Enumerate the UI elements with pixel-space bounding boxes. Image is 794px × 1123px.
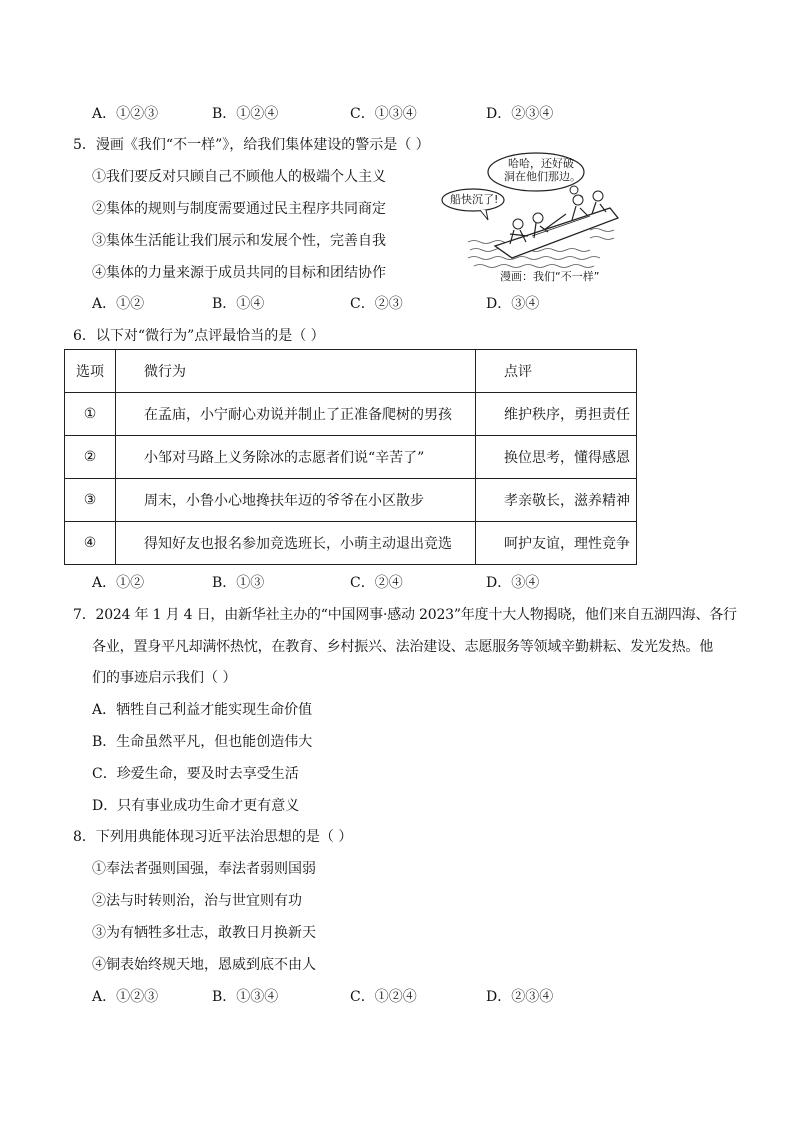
q8-option-c[interactable]: C．①②④ [350, 989, 417, 1005]
table-cell-behavior: 周末，小鲁小心地搀扶年迈的爷爷在小区散步 [116, 479, 476, 522]
q8-item-4: ④铜表始终规天地，恩威到底不由人 [92, 957, 316, 973]
table-header-behavior: 微行为 [116, 350, 476, 393]
table-cell-comment: 孝亲敬长，滋养精神 [476, 479, 637, 522]
q5-item-4: ④集体的力量来源于成员共同的目标和团结协作 [92, 265, 386, 281]
q5-stem: 5．漫画《我们“不一样”》，给我们集体建设的警示是（ ） [73, 137, 430, 153]
table-row [65, 522, 637, 565]
q6-option-a[interactable]: A．①② [92, 575, 145, 591]
q8-item-3: ③为有牺牲多壮志，敢教日月换新天 [92, 925, 316, 941]
bubble-right-line1: 哈哈，还好破 [508, 157, 574, 170]
q6-option-d[interactable]: D．③④ [486, 575, 540, 591]
q5-options [92, 293, 652, 313]
cartoon-boat [440, 150, 622, 284]
q7-choice-a[interactable]: A．牺牲自己利益才能实现生命价值 [92, 702, 313, 718]
q7-choice-c[interactable]: C．珍爱生命，要及时去享受生活 [92, 766, 299, 782]
q8-options [92, 986, 652, 1006]
q5-item-3: ③集体生活能让我们展示和发展个性，完善自我 [92, 233, 386, 249]
q6-table [64, 349, 637, 565]
q6-option-b[interactable]: B．①③ [212, 575, 265, 591]
q4-option-a[interactable]: A．①②③ [92, 106, 159, 122]
q8-item-2: ②法与时转则治，治与世宜则有功 [92, 893, 302, 909]
q5-item-1: ①我们要反对只顾自己不顾他人的极端个人主义 [92, 169, 386, 185]
q5-option-d[interactable]: D．③④ [486, 296, 540, 312]
bubble-left-text: 船快沉了! [450, 193, 499, 206]
cartoon-caption: 漫画：我们“不一样” [500, 270, 600, 283]
q5-option-b[interactable]: B．①④ [212, 296, 265, 312]
q7-stem-line2: 各业，置身平凡却满怀热忱，在教育、乡村振兴、法治建设、志愿服务等领域辛勤耕耘、发光发热。他 [92, 639, 713, 655]
table-cell-comment: 换位思考，懂得感恩 [476, 436, 637, 479]
bubble-right-line2: 洞在他们那边。 [504, 170, 581, 183]
table-row [65, 436, 637, 479]
q5-item-2: ②集体的规则与制度需要通过民主程序共同商定 [92, 201, 386, 217]
table-cell-option: ③ [65, 479, 116, 522]
table-header-option: 选项 [65, 350, 116, 393]
q8-option-d[interactable]: D．②③④ [486, 989, 554, 1005]
q8-stem: 8．下列用典能体现习近平法治思想的是（ ） [73, 829, 353, 845]
q4-option-b[interactable]: B．①②④ [212, 106, 279, 122]
table-cell-option: ④ [65, 522, 116, 565]
table-cell-comment: 维护秩序，勇担责任 [476, 393, 637, 436]
q8-option-a[interactable]: A．①②③ [92, 989, 159, 1005]
table-cell-comment: 呵护友谊，理性竞争 [476, 522, 637, 565]
q6-option-c[interactable]: C．②④ [350, 575, 403, 591]
q7-stem-line1: 7．2024 年 1 月 4 日，由新华社主办的“中国网事·感动 2023”年度十大人物揭晓，他们来自五湖四海、各行 [73, 607, 737, 623]
table-cell-behavior: 在孟庙，小宁耐心劝说并制止了正准备爬树的男孩 [116, 393, 476, 436]
q5-option-a[interactable]: A．①② [92, 296, 145, 312]
q7-stem-line3: 们的事迹启示我们（ ） [92, 670, 237, 686]
q6-stem: 6．以下对“微行为”点评最恰当的是（ ） [73, 328, 325, 344]
q4-option-c[interactable]: C．①③④ [350, 106, 417, 122]
table-cell-behavior: 小邹对马路上义务除冰的志愿者们说“辛苦了” [116, 436, 476, 479]
q6-options [92, 572, 652, 592]
table-cell-option: ① [65, 393, 116, 436]
table-cell-behavior: 得知好友也报名参加竞选班长，小萌主动退出竞选 [116, 522, 476, 565]
table-cell-option: ② [65, 436, 116, 479]
q8-item-1: ①奉法者强则国强，奉法者弱则国弱 [92, 861, 316, 877]
table-header-comment: 点评 [476, 350, 637, 393]
q7-choice-d[interactable]: D．只有事业成功生命才更有意义 [92, 798, 300, 814]
table-header-row [65, 350, 637, 393]
q7-choice-b[interactable]: B．生命虽然平凡，但也能创造伟大 [92, 734, 313, 750]
q5-option-c[interactable]: C．②③ [350, 296, 403, 312]
q4-option-d[interactable]: D．②③④ [486, 106, 554, 122]
table-row [65, 393, 637, 436]
q4-options [92, 103, 652, 123]
q8-option-b[interactable]: B．①③④ [212, 989, 279, 1005]
table-row [65, 479, 637, 522]
